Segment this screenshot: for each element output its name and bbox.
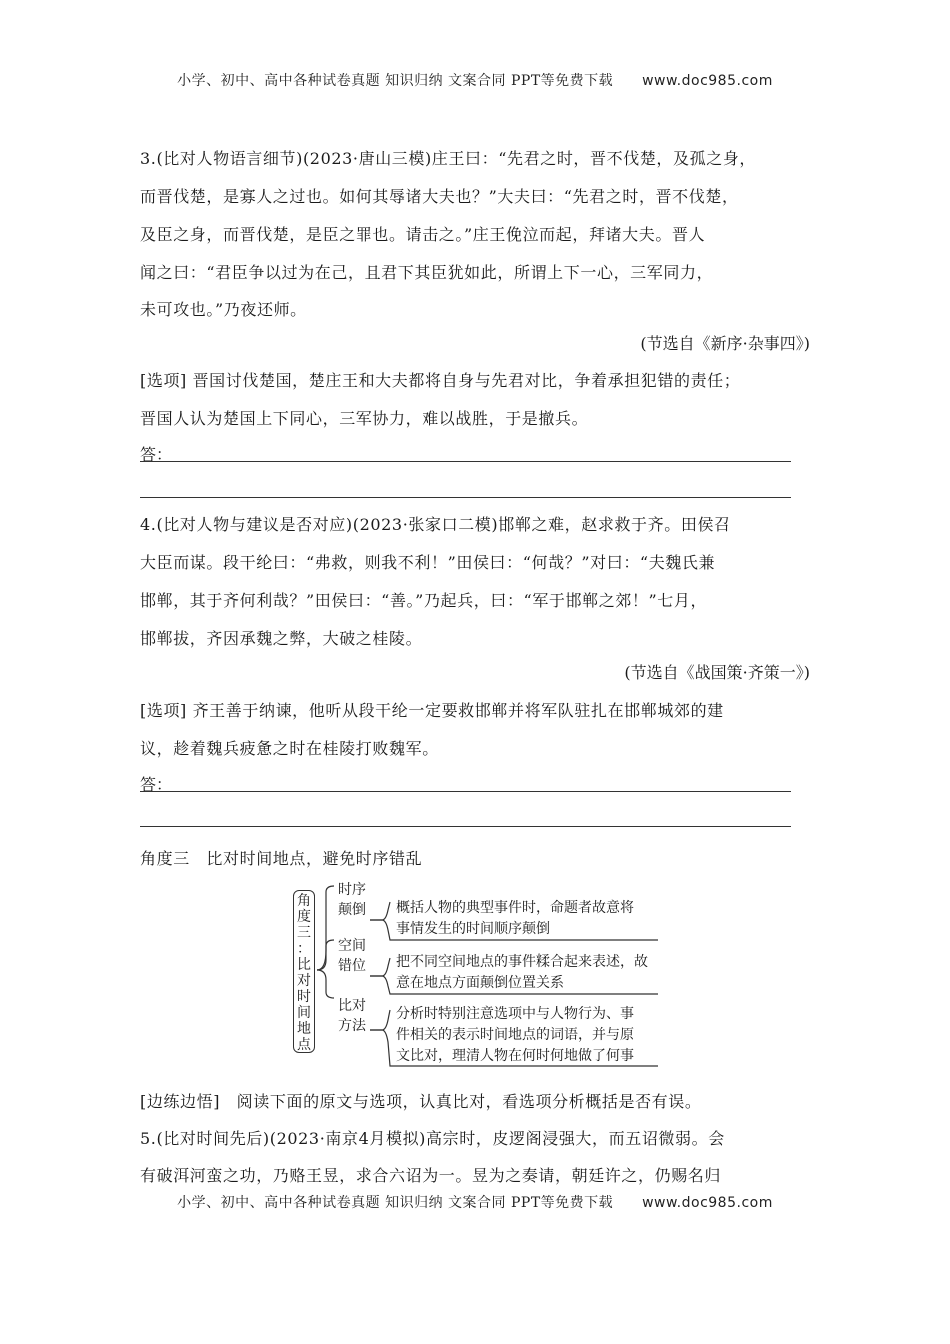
footer-text: 小学、初中、高中各种试卷真题 知识归纳 文案合同 PPT等免费下载 xyxy=(177,1195,614,1211)
branch-label-line: 错位 xyxy=(338,958,366,974)
header-text: 小学、初中、高中各种试卷真题 知识归纳 文案合同 PPT等免费下载 xyxy=(177,73,614,89)
q4-line-3: 邯郸，其于齐何利哉？”田侯曰：“善。”乃起兵，曰：“军于邯郸之郊！”七月， xyxy=(140,591,708,610)
branch-label-space xyxy=(334,936,370,976)
branch-label-line: 方法 xyxy=(338,1018,366,1034)
root-char: ： xyxy=(297,941,311,957)
branch-desc-time-order xyxy=(396,898,634,940)
q4-line-4: 邯郸拔，齐因承魏之弊，大破之桂陵。 xyxy=(140,629,423,648)
branch-label-line: 时序 xyxy=(338,882,366,898)
q3-line-4: 闻之曰：“君臣争以过为在己，且君下其臣犹如此，所谓上下一心，三军同力， xyxy=(140,263,714,282)
branch-label-line: 颠倒 xyxy=(338,902,366,918)
root-char: 角 xyxy=(297,893,311,909)
root-char: 时 xyxy=(297,989,311,1005)
q3-line-1: 3.(比对人物语言细节)(2023·唐山三模)庄王曰：“先君之时，晋不伐楚，及孤之身， xyxy=(140,149,757,168)
header-url[interactable]: www.doc985.com xyxy=(642,73,773,89)
q3-line-2: 而晋伐楚，是寡人之过也。如何其辱诸大夫也？”大夫曰：“先君之时，晋不伐楚， xyxy=(140,187,739,206)
root-char: 度 xyxy=(297,909,311,925)
branch-desc-line: 文比对，理清人物在何时何地做了何事 xyxy=(396,1048,634,1064)
root-char: 对 xyxy=(297,973,311,989)
q3-line-5: 未可攻也。”乃夜还师。 xyxy=(140,300,307,319)
root-char: 三 xyxy=(297,925,311,941)
root-char: 间 xyxy=(297,1005,311,1021)
q4-source: (节选自《战国策·齐策一》) xyxy=(624,663,810,682)
branch-desc-space xyxy=(396,952,648,994)
q4-answer-label: 答： xyxy=(140,775,173,794)
q4-answer-line-1[interactable] xyxy=(140,791,791,792)
branch-label-line: 比对 xyxy=(338,998,366,1014)
branch-desc-line: 意在地点方面颠倒位置关系 xyxy=(396,975,564,991)
q5-line-2: 有破洱河蛮之功，乃赂王昱，求合六诏为一。昱为之奏请，朝廷许之，仍赐名归 xyxy=(140,1166,722,1185)
page-header xyxy=(0,70,950,90)
angle3-heading: 角度三 比对时间地点，避免时序错乱 xyxy=(140,849,423,868)
q4-answer-line-2[interactable] xyxy=(140,826,791,827)
q3-line-3: 及臣之身，而晋伐楚，是臣之罪也。请击之。”庄王俛泣而起，拜诸大夫。晋人 xyxy=(140,225,706,244)
q5-line-1: 5.(比对时间先后)(2023·南京4月模拟)高宗时，皮逻阁浸强大，而五诏微弱。会 xyxy=(140,1129,725,1148)
q3-answer-line-2[interactable] xyxy=(140,497,791,498)
angle3-diagram xyxy=(290,880,662,1070)
branch-desc-line: 件相关的表示时间地点的词语，并与原 xyxy=(396,1027,634,1043)
q4-line-1: 4.(比对人物与建议是否对应)(2023·张家口二模)邯郸之难，赵求救于齐。田侯召 xyxy=(140,515,731,534)
branch-label-method xyxy=(334,996,370,1036)
q3-answer-line-1[interactable] xyxy=(140,461,791,462)
footer-url[interactable]: www.doc985.com xyxy=(642,1195,773,1211)
diagram-root xyxy=(293,890,315,1053)
page-footer xyxy=(0,1192,950,1212)
q3-answer-label: 答： xyxy=(140,445,173,464)
q4-option-line-1: [选项] 齐王善于纳谏，他听从段干纶一定要救邯郸并将军队驻扎在邯郸城郊的建 xyxy=(140,701,724,720)
branch-desc-line: 事情发生的时间顺序颠倒 xyxy=(396,921,550,937)
branch-desc-line: 概括人物的典型事件时，命题者故意将 xyxy=(396,900,634,916)
q4-line-2: 大臣而谋。段干纶曰：“弗救，则我不利！”田侯曰：“何哉？”对曰：“夫魏氏兼 xyxy=(140,553,716,572)
practice-instruction: [边练边悟] 阅读下面的原文与选项，认真比对，看选项分析概括是否有误。 xyxy=(140,1092,702,1111)
root-char: 地 xyxy=(297,1021,311,1037)
root-char: 比 xyxy=(297,957,311,973)
branch-desc-method xyxy=(396,1004,634,1067)
q3-source: (节选自《新序·杂事四》) xyxy=(640,334,810,353)
root-char: 点 xyxy=(297,1037,311,1053)
branch-desc-line: 分析时特别注意选项中与人物行为、事 xyxy=(396,1006,634,1022)
branch-label-line: 空间 xyxy=(338,938,366,954)
branch-label-time-order xyxy=(334,880,370,920)
q3-option-line-1: [选项] 晋国讨伐楚国，楚庄王和大夫都将自身与先君对比，争着承担犯错的责任； xyxy=(140,371,741,390)
branch-desc-line: 把不同空间地点的事件糅合起来表述，故 xyxy=(396,954,648,970)
q3-option-line-2: 晋国人认为楚国上下同心，三军协力，难以战胜，于是撤兵。 xyxy=(140,409,589,428)
q4-option-line-2: 议，趁着魏兵疲惫之时在桂陵打败魏军。 xyxy=(140,739,439,758)
